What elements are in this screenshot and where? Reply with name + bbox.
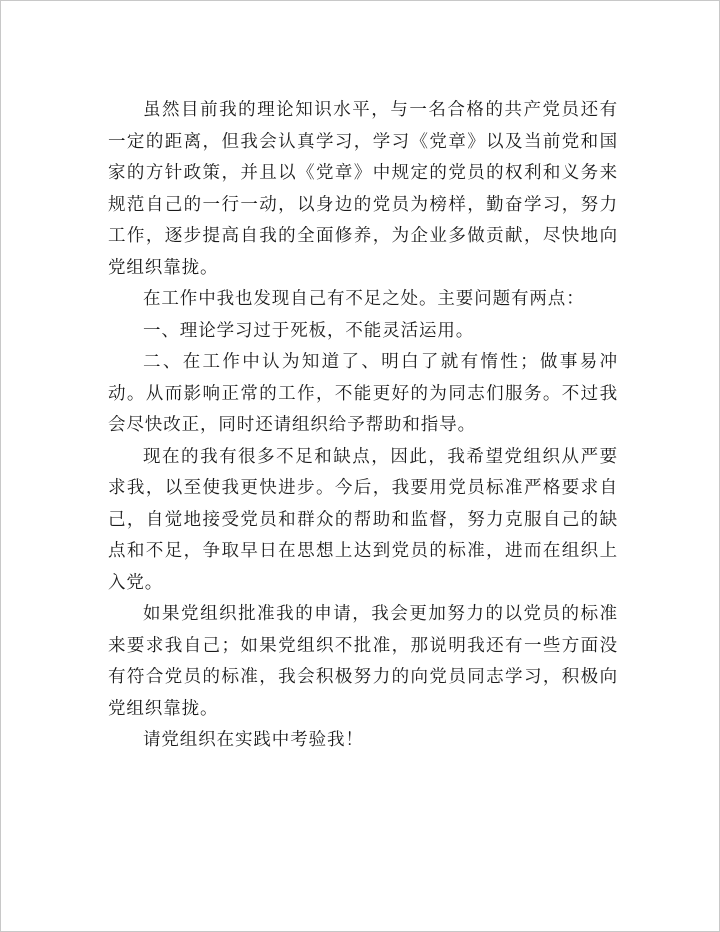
paragraph-approval-outcome: 如果党组织批准我的申请，我会更加努力的以党员的标准来要求我自己；如果党组织不批准，那说明我还有一些方面没有符合党员的标准，我会积极努力的向党员同志学习，积极向党组织靠拢。 [108, 604, 618, 719]
document-body [108, 95, 618, 757]
paragraph-strict-requirements: 现在的我有很多不足和缺点，因此，我希望党组织从严要求我，以至使我更快进步。今后，我要用党员标准严格要求自己，自觉地接受党员和群众的帮助和监督，努力克服自己的缺点和不足，争取早日在思想上达到党员的标准，进而在组织上入党。 [108, 446, 618, 593]
paragraph-issue-one: 一、理论学习过于死板，不能灵活运用。 [143, 320, 475, 341]
paragraph-shortcomings-intro: 在工作中我也发现自己有不足之处。主要问题有两点： [143, 289, 585, 309]
paragraph-closing: 请党组织在实践中考验我！ [143, 730, 364, 750]
paragraph-theory-gap: 虽然目前我的理论知识水平，与一名合格的共产党员还有一定的距离，但我会认真学习，学习《党章》以及当前党和国家的方针政策，并且以《党章》中规定的党员的权利和义务来规范自己的一行一动，以身边的党员为榜样，勤奋学习，努力工作，逐步提高自我的全面修养，为企业多做贡献，尽快地向党组织靠拢。 [108, 100, 618, 278]
paragraph-issue-two: 二、在工作中认为知道了、明白了就有惰性；做事易冲动。从而影响正常的工作，不能更好的为同志们服务。不过我会尽快改正，同时还请组织给予帮助和指导。 [108, 352, 618, 435]
